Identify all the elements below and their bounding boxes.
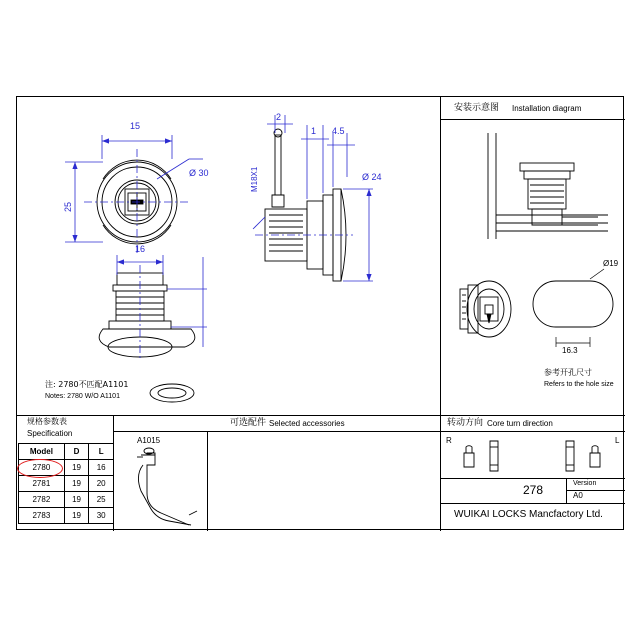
spec-title-en: Specification	[27, 429, 73, 438]
spec-header-model: Model	[19, 444, 65, 460]
spec-cell-d: 19	[64, 476, 89, 492]
spec-cell-l: 30	[89, 508, 114, 524]
table-row[interactable]	[19, 460, 114, 476]
accessory-bracket-drawing	[113, 431, 207, 531]
divider-titleblock	[440, 503, 625, 504]
spec-cell-model: 2781	[19, 476, 65, 492]
spec-table	[18, 443, 114, 524]
spec-cell-d: 19	[64, 460, 89, 476]
table-row[interactable]	[19, 492, 114, 508]
table-row[interactable]	[19, 508, 114, 524]
accessory-code: A1015	[137, 436, 161, 445]
dim-side-cam: 1	[311, 126, 317, 136]
company-name: WUIKAI LOCKS Mancfactory Ltd.	[454, 509, 603, 520]
spec-cell-l: 16	[89, 460, 114, 476]
model-number: 278	[523, 483, 544, 497]
coreturn-diagram	[440, 431, 625, 478]
coreturn-title-cn: 转动方向	[447, 418, 484, 428]
spec-header-row	[19, 444, 114, 460]
dim-hole-diameter: Ø19	[603, 259, 619, 268]
dim-thread-label: M18X1	[250, 166, 259, 192]
dim-bottom-width: 16	[135, 244, 146, 254]
spec-cell-d: 19	[64, 492, 89, 508]
spec-cell-model: 2783	[19, 508, 65, 524]
drawing-sheet	[16, 96, 624, 530]
installation-diagram	[440, 119, 625, 415]
table-row[interactable]	[19, 476, 114, 492]
spec-cell-l: 20	[89, 476, 114, 492]
dim-side-top: 2	[276, 112, 282, 122]
hole-note-en: Refers to the hole size	[544, 381, 614, 388]
dim-front-height: 25	[63, 201, 73, 212]
accessories-title-en: Selected accessories	[269, 419, 345, 428]
spec-cell-model: 2780	[19, 460, 65, 476]
spec-cell-d: 19	[64, 508, 89, 524]
dim-front-width: 15	[130, 121, 141, 131]
spec-header-l: L	[89, 444, 114, 460]
bottom-view-drawing	[17, 97, 440, 427]
coreturn-title-en: Core turn direction	[487, 419, 553, 428]
note-en: Notes: 2780 W/O A1101	[45, 393, 120, 400]
dim-front-diameter: Ø 30	[189, 168, 209, 178]
specification-table	[18, 443, 114, 557]
spec-title-cn: 规格参数表	[27, 417, 67, 426]
install-title-cn: 安装示意图	[454, 103, 500, 113]
version-label: Version	[573, 480, 597, 487]
version-value: A0	[573, 491, 583, 500]
dim-hole-width: 16.3	[562, 346, 578, 355]
accessories-title-cn: 可选配件	[230, 418, 267, 428]
spec-cell-model: 2782	[19, 492, 65, 508]
divider-accessory-item	[207, 431, 208, 531]
hole-note-cn: 参考开孔尺寸	[544, 368, 592, 377]
divider-bottom-right	[440, 415, 625, 416]
dim-side-diameter: Ø 24	[362, 172, 382, 182]
spec-header-d: D	[64, 444, 89, 460]
coreturn-left-label: R	[446, 436, 452, 445]
divider-coreturn-bottom	[440, 478, 625, 479]
coreturn-right-label: L	[615, 436, 620, 445]
spec-cell-l: 25	[89, 492, 114, 508]
dim-side-offset: 4.5	[332, 126, 345, 136]
install-title-en: Installation diagram	[512, 104, 582, 113]
note-cn: 注: 2780不匹配A1101	[45, 380, 129, 389]
